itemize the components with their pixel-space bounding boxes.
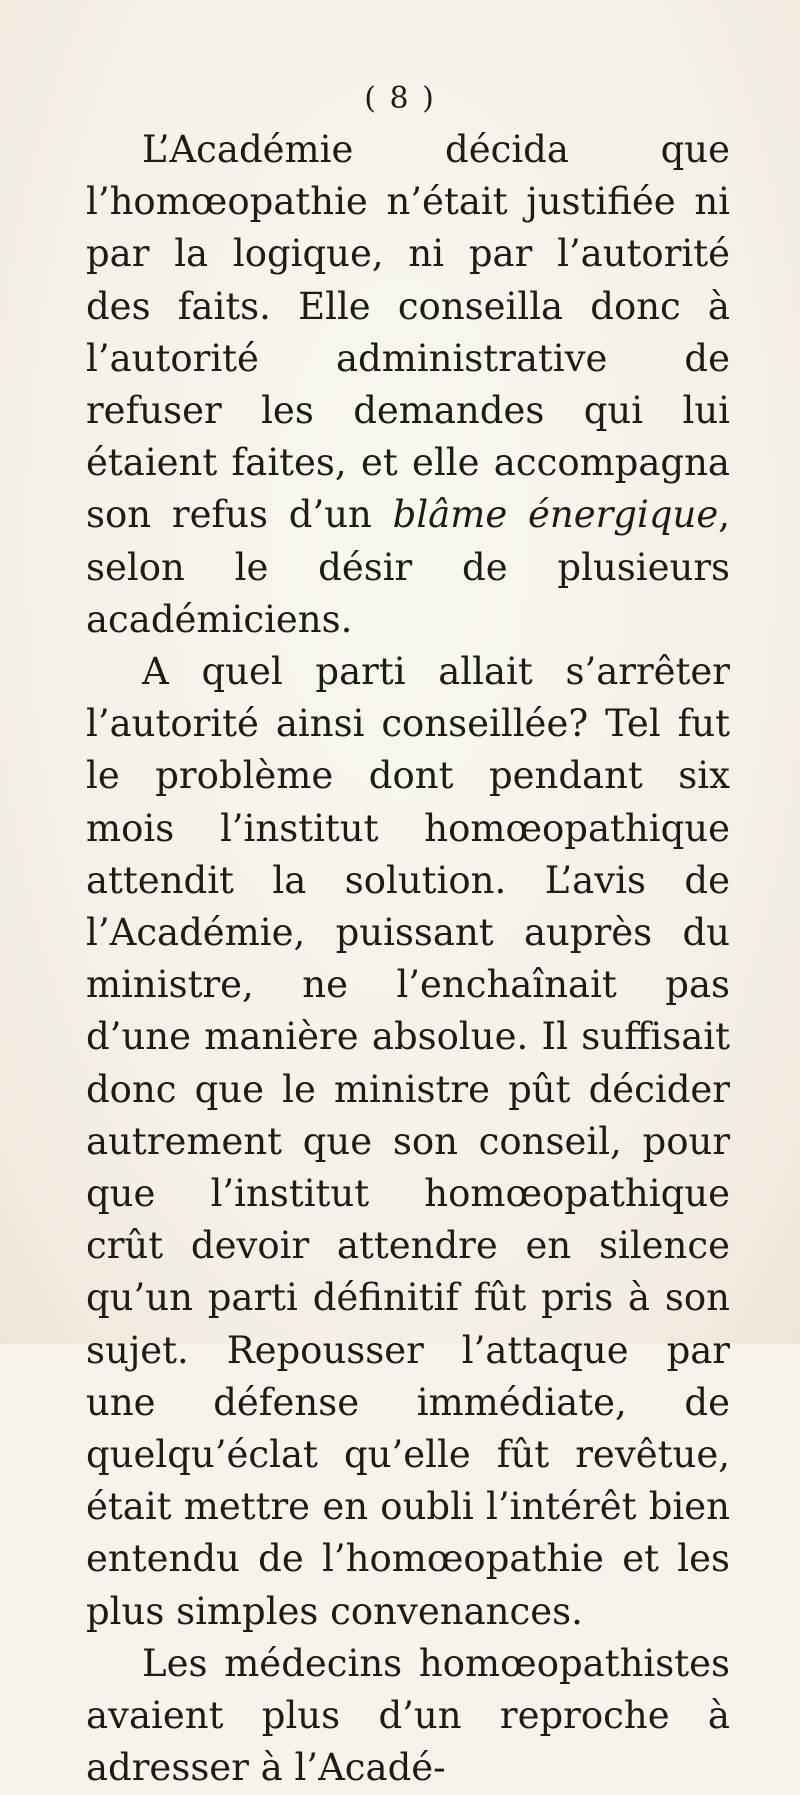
page-number: ( 8 ) [364,81,436,116]
paragraph-1-text-end: , selon le désir de plusieurs académiciens. [86,493,731,641]
emphasized-phrase: blâme énergique [392,493,719,537]
paragraph-3: Les médecins homœopathistes avaient plus d’un reproche à adresser à l’Acadé- [86,1641,730,1790]
paragraph-1-text: L’Académie décida que l’homœopathie n’était justifiée ni par la logique, ni par l’autorité des faits. Elle conseilla donc à l’autorité administrative de refuser les demandes qui lui étaient faites, et elle accompagna son refus d’un [86,128,730,537]
body-text [86,124,730,1795]
paragraph-2: A quel parti allait s’arrêter l’autorité ainsi conseillée? Tel fut le problème dont pendant six mois l’institut homœopathique attendit la solution. L’avis de l’Académie, puissant auprès du ministre, ne l’enchaînait pas d’une manière absolue. Il suffisait donc que le ministre pût décider autrement que son conseil, pour que l’institut homœopathique crût devoir attendre en silence qu’un parti définitif fût pris à son sujet. Repousser l’attaque par une défense immédiate, de quelqu’éclat qu’elle fût revêtue, était mettre en oubli l’intérêt bien entendu de l’homœopathie et les plus simples convenances. [86,650,730,1633]
paragraph-1 [86,124,730,646]
